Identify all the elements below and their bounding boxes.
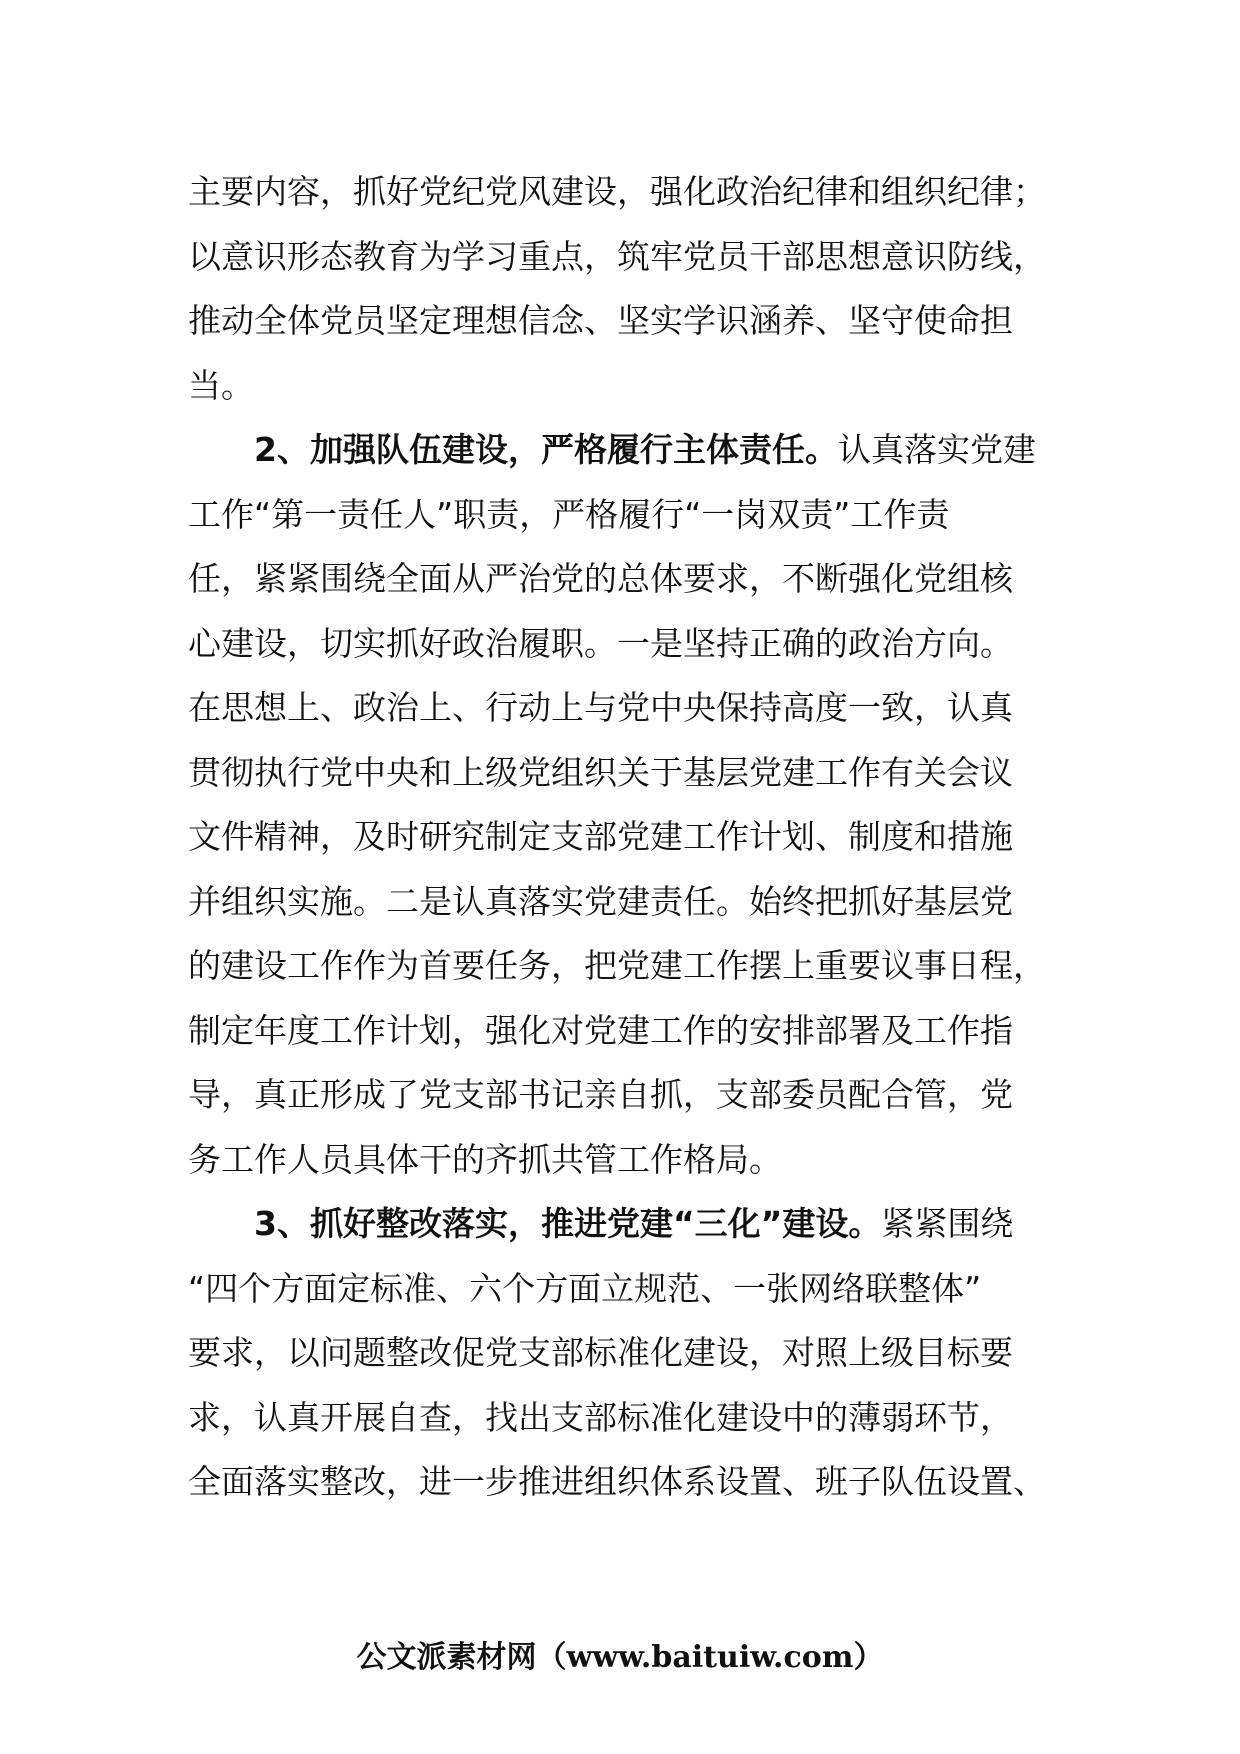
section-3-heading: 3、抓好整改落实，推进党建“三化”建设。	[254, 1204, 882, 1243]
text-line: 心建设，切实抓好政治履职。一是坚持正确的政治方向。	[188, 623, 1013, 663]
text-line: 导，真正形成了党支部书记亲自抓，支部委员配合管，党	[188, 1075, 1013, 1114]
text-line: 要求，以问题整改促党支部标准化建设，对照上级目标要	[188, 1333, 1013, 1372]
text-line: 主要内容，抓好党纪党风建设，强化政治纪律和组织纪律；	[188, 172, 1046, 211]
text-line: 以意识形态教育为学习重点，筑牢党员干部思想意识防线，	[188, 236, 1046, 276]
text-line: 并组织实施。二是认真落实党建责任。始终把抓好基层党	[188, 881, 1013, 921]
text-line: 当。	[188, 365, 254, 405]
text-line: 制定年度工作计划，强化对党建工作的安排部署及工作指	[188, 1010, 1013, 1050]
text-line: 求，认真开展自查，找出支部标准化建设中的薄弱环节，	[188, 1397, 1013, 1437]
section-3-lead-text: 紧紧围绕	[881, 1204, 1014, 1243]
section-2-heading: 2、加强队伍建设，严格履行主体责任。	[254, 430, 838, 469]
text-line: 文件精神，及时研究制定支部党建工作计划、制度和措施	[188, 817, 1013, 856]
text-line: 的建设工作作为首要任务，把党建工作摆上重要议事日程，	[188, 946, 1046, 985]
text-line: 全面落实整改，进一步推进组织体系设置、班子队伍设置、	[188, 1462, 1046, 1501]
text-line: 任，紧紧围绕全面从严治党的总体要求，不断强化党组核	[188, 559, 1013, 598]
section-2-lead-text: 认真落实党建	[837, 430, 1036, 469]
section-3-first-line	[188, 1192, 1060, 1257]
document-body	[188, 160, 1060, 1515]
text-line: 在思想上、政治上、行动上与党中央保持高度一致，认真	[188, 688, 1013, 727]
text-line: “四个方面定标准、六个方面立规范、一张网络联整体”	[188, 1268, 982, 1308]
text-line: 贯彻执行党中央和上级党组织关于基层党建工作有关会议	[188, 752, 1013, 792]
text-line: 务工作人员具体干的齐抓共管工作格局。	[188, 1139, 782, 1179]
text-line: 工作“第一责任人”职责，严格履行“一岗双责”工作责	[188, 494, 950, 534]
footer-watermark: 公文派素材网（www.baituiw.com）	[356, 1640, 884, 1675]
text-line: 推动全体党员坚定理想信念、坚实学识涵养、坚守使命担	[188, 301, 1013, 340]
section-2-first-line	[188, 418, 1060, 483]
